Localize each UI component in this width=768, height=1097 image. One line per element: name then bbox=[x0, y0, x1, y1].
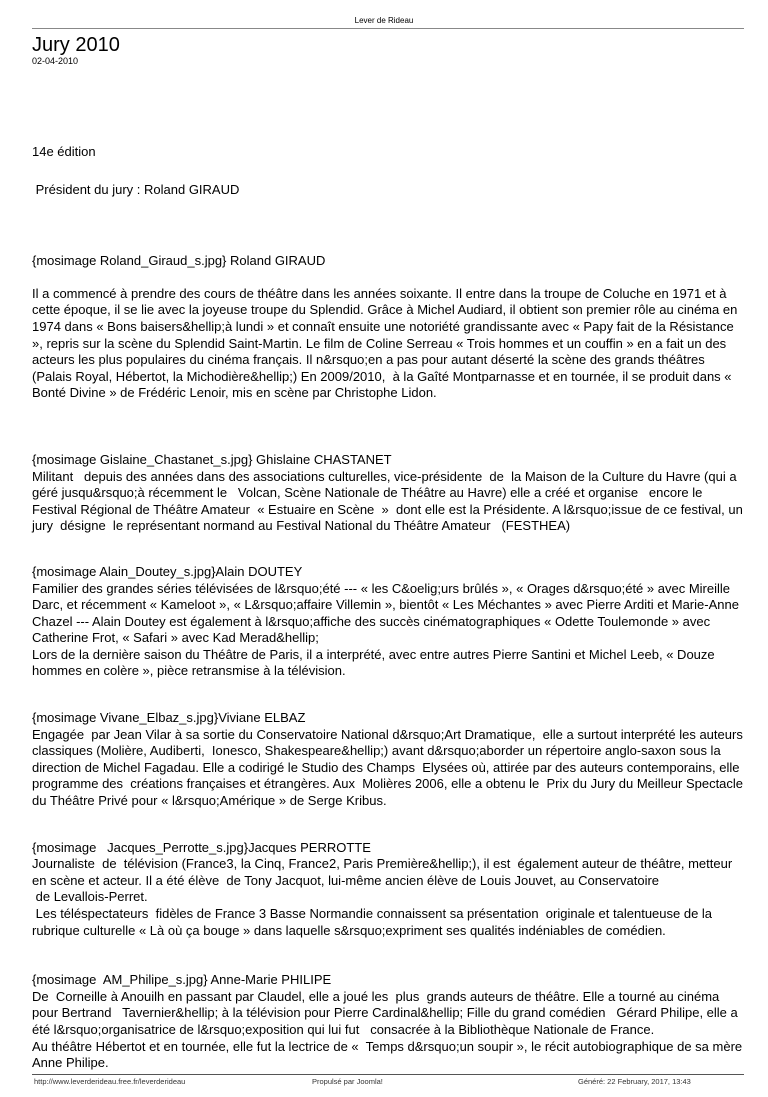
section-philipe-heading: {mosimage AM_Philipe_s.jpg} Anne-Marie PHILIPE bbox=[32, 972, 332, 988]
section-giraud-heading: {mosimage Roland_Giraud_s.jpg} Roland GIRAUD bbox=[32, 253, 326, 269]
footer-powered: Propulsé par Joomla! bbox=[312, 1076, 383, 1086]
header-divider bbox=[32, 28, 744, 29]
section-elbaz-heading: {mosimage Vivane_Elbaz_s.jpg}Viviane ELBAZ bbox=[32, 710, 306, 726]
article-date: 02-04-2010 bbox=[32, 56, 79, 66]
footer-divider bbox=[32, 1074, 744, 1075]
footer bbox=[32, 1077, 744, 1087]
section-doutey-body: Familier des grandes séries télévisées de l&rsquo;été --- « les C&oelig;urs brûlés », « Orages d&rsquo;été » avec Mireille Darc, et récemment « Kameloot », « L&rsquo;affaire Villemin », bientôt « Les Méchantes » avec Pierre Arditi et Marie-Anne Chazel --- Alain Doutey est également à l&rsquo;affiche des succès cinématographiques « Odette Toulemonde » avec Catherine Frot, « Safari » avec Kad Merad&hellip; Lors de la dernière saison du Théâtre de Paris, il a interprété, avec entre autres Pierre Santini et Michel Leeb, « Douze hommes en colère », pièce retransmise à la télévision. bbox=[32, 580, 739, 679]
section-chastanet-heading: {mosimage Gislaine_Chastanet_s.jpg} Ghislaine CHASTANET bbox=[32, 451, 392, 467]
section-giraud-body: Il a commencé à prendre des cours de théâtre dans les années soixante. Il entre dans la troupe de Coluche en 1971 et à cette époque, il se lie avec la joyeuse troupe du Splendid. Grâce à Michel Audiard, il obtient son premier rôle au cinéma en 1974 dans « Bons baisers&hellip;à lundi » et connaît ensuite une notoriété grandissante avec « Papy fait de la Résistance », repris sur la scène du Splendid Saint-Martin. Le film de Coline Serreau « Trois hommes et un couffin » en a fait un des acteurs les plus populaires du cinéma français. Il n&rsquo;en a pas pour autant déserté la scène des grands théâtres (Palais Royal, Hébertot, la Michodière&hellip;) En 2009/2010, à la Gaîté Montparnasse et en tournée, il se produit dans « Bonté Divine » de Frédéric Lenoir, mis en scène par Christophe Lidon. bbox=[32, 285, 741, 401]
site-name: Lever de Rideau bbox=[354, 16, 414, 25]
section-doutey-heading: {mosimage Alain_Doutey_s.jpg}Alain DOUTEY bbox=[32, 563, 303, 579]
footer-url[interactable]: http://www.leverderideau.free.fr/leverderideau bbox=[34, 1076, 186, 1086]
section-philipe-body: De Corneille à Anouilh en passant par Claudel, elle a joué les plus grands auteurs de théâtre. Elle a tourné au cinéma pour Bertrand Tavernier&hellip; à la télévision pour Pierre Cardinal&hellip; Fille du grand comédien Gérard Philipe, elle a été l&rsquo;organisatrice de l&rsquo;exposition qui lui fut consacrée à la Bibliothèque Nationale de France. Au théâtre Hébertot et en tournée, elle fut la lectrice de « Temps d&rsquo;un soupir », le récit autobiographique de sa mère Anne Philipe. bbox=[32, 988, 743, 1071]
section-elbaz-body: Engagée par Jean Vilar à sa sortie du Conservatoire National d&rsquo;Art Dramatique, elle a surtout interprété les auteurs classiques (Molière, Audiberti, Ionesco, Shakespeare&hellip;) avant d&rsquo;aborder un répertoire anglo-saxon sous la direction de Michel Fagadau. Elle a codirigé le Studio des Champs Elysées où, attirée par des auteurs contemporains, elle programme des créations françaises et étrangères. Aux Molières 2006, elle a obtenu le Prix du Jury du Meilleur Spectacle du Théâtre Privé pour « l&rsquo;Amérique » de Serge Kribus. bbox=[32, 726, 747, 809]
page-title: Jury 2010 bbox=[32, 34, 120, 56]
section-perrotte-heading: {mosimage Jacques_Perrotte_s.jpg}Jacques PERROTTE bbox=[32, 839, 371, 855]
edition-text: 14e édition bbox=[32, 144, 96, 159]
footer-generated: Généré: 22 February, 2017, 13:43 bbox=[578, 1076, 691, 1086]
president-text: Président du jury : Roland GIRAUD bbox=[32, 181, 240, 197]
section-perrotte-body: Journaliste de télévision (France3, la Cinq, France2, Paris Première&hellip;), il est également auteur de théâtre, metteur en scène et acteur. Il a été élève de Tony Jacquot, lui-même ancien élève de Louis Jouvet, au Conservatoire de Levallois-Perret. Les téléspectateurs fidèles de France 3 Basse Normandie connaissent sa présentation originale et talentueuse de la rubrique culturelle « Là où ça bouge » dans laquelle s&rsquo;expriment ses qualités indéniables de comédien. bbox=[32, 856, 733, 938]
section-chastanet-body: Militant depuis des années dans des associations culturelles, vice-présidente de la Maison de la Culture du Havre (qui a géré jusqu&rsquo;à récemment le Volcan, Scène Nationale de Théâtre au Havre) elle a créé et organise encore le Festival Régional de Théâtre Amateur « Estuaire en Scène » dont elle est la Présidente. A l&rsquo;issue de ce festival, un jury désigne le représentant normand au Festival National du Théâtre Amateur (FESTHEA) bbox=[32, 468, 747, 534]
